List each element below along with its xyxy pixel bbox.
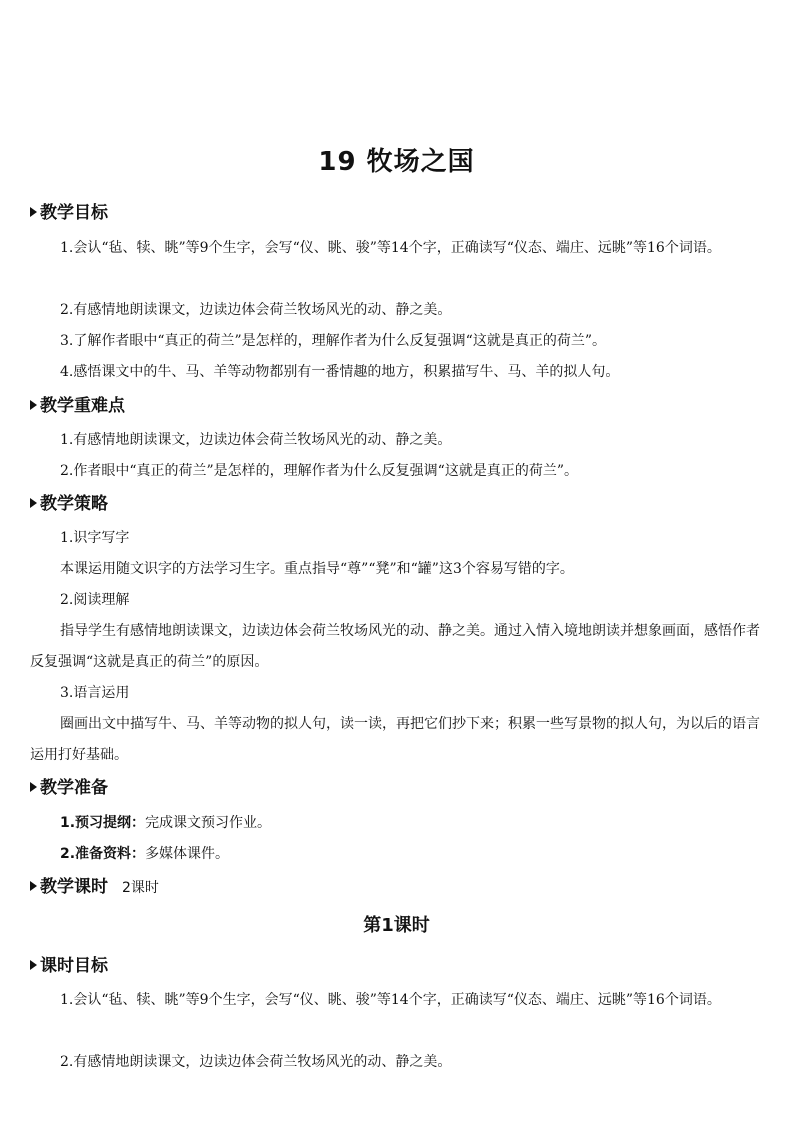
key-point-item-1: 1.有感情地朗读课文，边读边体会荷兰牧场风光的动、静之美。	[60, 432, 452, 448]
lesson-objective-item-2: 2.有感情地朗读课文，边读边体会荷兰牧场风光的动、静之美。	[60, 1054, 452, 1070]
strategy-subtitle-3: 3.语言运用	[60, 685, 130, 701]
section-heading-strategy	[30, 491, 108, 517]
strategy-subtitle-1: 1.识字写字	[60, 530, 130, 546]
strategy-text-1: 本课运用随文识字的方法学习生字。重点指导“尊”“凳”和“罐”这3个容易写错的字。	[60, 561, 574, 577]
key-point-item-2: 2.作者眼中“真正的荷兰”是怎样的，理解作者为什么反复强调“这就是真正的荷兰”。	[60, 463, 578, 479]
objective-item-1: 1.会认“毡、犊、眺”等9个生字，会写“仪、眺、骏”等14个字，正确读写“仪态、端庄、远眺”等16个词语。	[60, 240, 721, 256]
section-heading-lesson-objectives	[30, 953, 108, 979]
preparation-text: 多媒体课件。	[145, 846, 230, 862]
section-heading-preparation	[30, 775, 108, 801]
section-heading-key-points	[30, 393, 125, 419]
lesson-objective-item-1: 1.会认“毡、犊、眺”等9个生字，会写“仪、眺、骏”等14个字，正确读写“仪态、端庄、远眺”等16个词语。	[60, 992, 721, 1008]
triangle-bullet-icon	[30, 207, 37, 217]
heading-text: 教学策略	[40, 494, 108, 514]
lesson-title: 第1课时	[363, 915, 430, 936]
page-title: 19 牧场之国	[318, 147, 475, 177]
preparation-item-1	[60, 810, 271, 836]
triangle-bullet-icon	[30, 881, 37, 891]
triangle-bullet-icon	[30, 960, 37, 970]
section-heading-hours	[30, 874, 159, 901]
preparation-item-2	[60, 841, 229, 867]
triangle-bullet-icon	[30, 498, 37, 508]
section-heading-objectives	[30, 200, 108, 226]
heading-text: 教学重难点	[40, 396, 125, 416]
objective-item-3: 3.了解作者眼中“真正的荷兰”是怎样的，理解作者为什么反复强调“这就是真正的荷兰”。	[60, 333, 606, 349]
triangle-bullet-icon	[30, 782, 37, 792]
heading-text: 课时目标	[40, 956, 108, 976]
strategy-subtitle-2: 2.阅读理解	[60, 592, 130, 608]
objective-item-4: 4.感悟课文中的牛、马、羊等动物都别有一番情趣的地方，积累描写牛、马、羊的拟人句。	[60, 364, 620, 380]
objective-item-2: 2.有感情地朗读课文，边读边体会荷兰牧场风光的动、静之美。	[60, 302, 452, 318]
preparation-label: 2.准备资料：	[60, 846, 146, 862]
preparation-text: 完成课文预习作业。	[145, 815, 272, 831]
hours-value: 2课时	[122, 880, 159, 896]
strategy-text-3: 圈画出文中描写牛、马、羊等动物的拟人句，读一读，再把它们抄下来；积累一些写景物的拟人句，为以后的语言运用打好基础。	[30, 716, 760, 763]
preparation-label: 1.预习提纲：	[60, 815, 146, 831]
heading-text: 教学课时	[40, 877, 108, 897]
triangle-bullet-icon	[30, 400, 37, 410]
heading-text: 教学目标	[40, 203, 108, 223]
heading-text: 教学准备	[40, 778, 108, 798]
strategy-text-2: 指导学生有感情地朗读课文，边读边体会荷兰牧场风光的动、静之美。通过入情入境地朗读并想象画面，感悟作者反复强调“这就是真正的荷兰”的原因。	[30, 623, 760, 670]
